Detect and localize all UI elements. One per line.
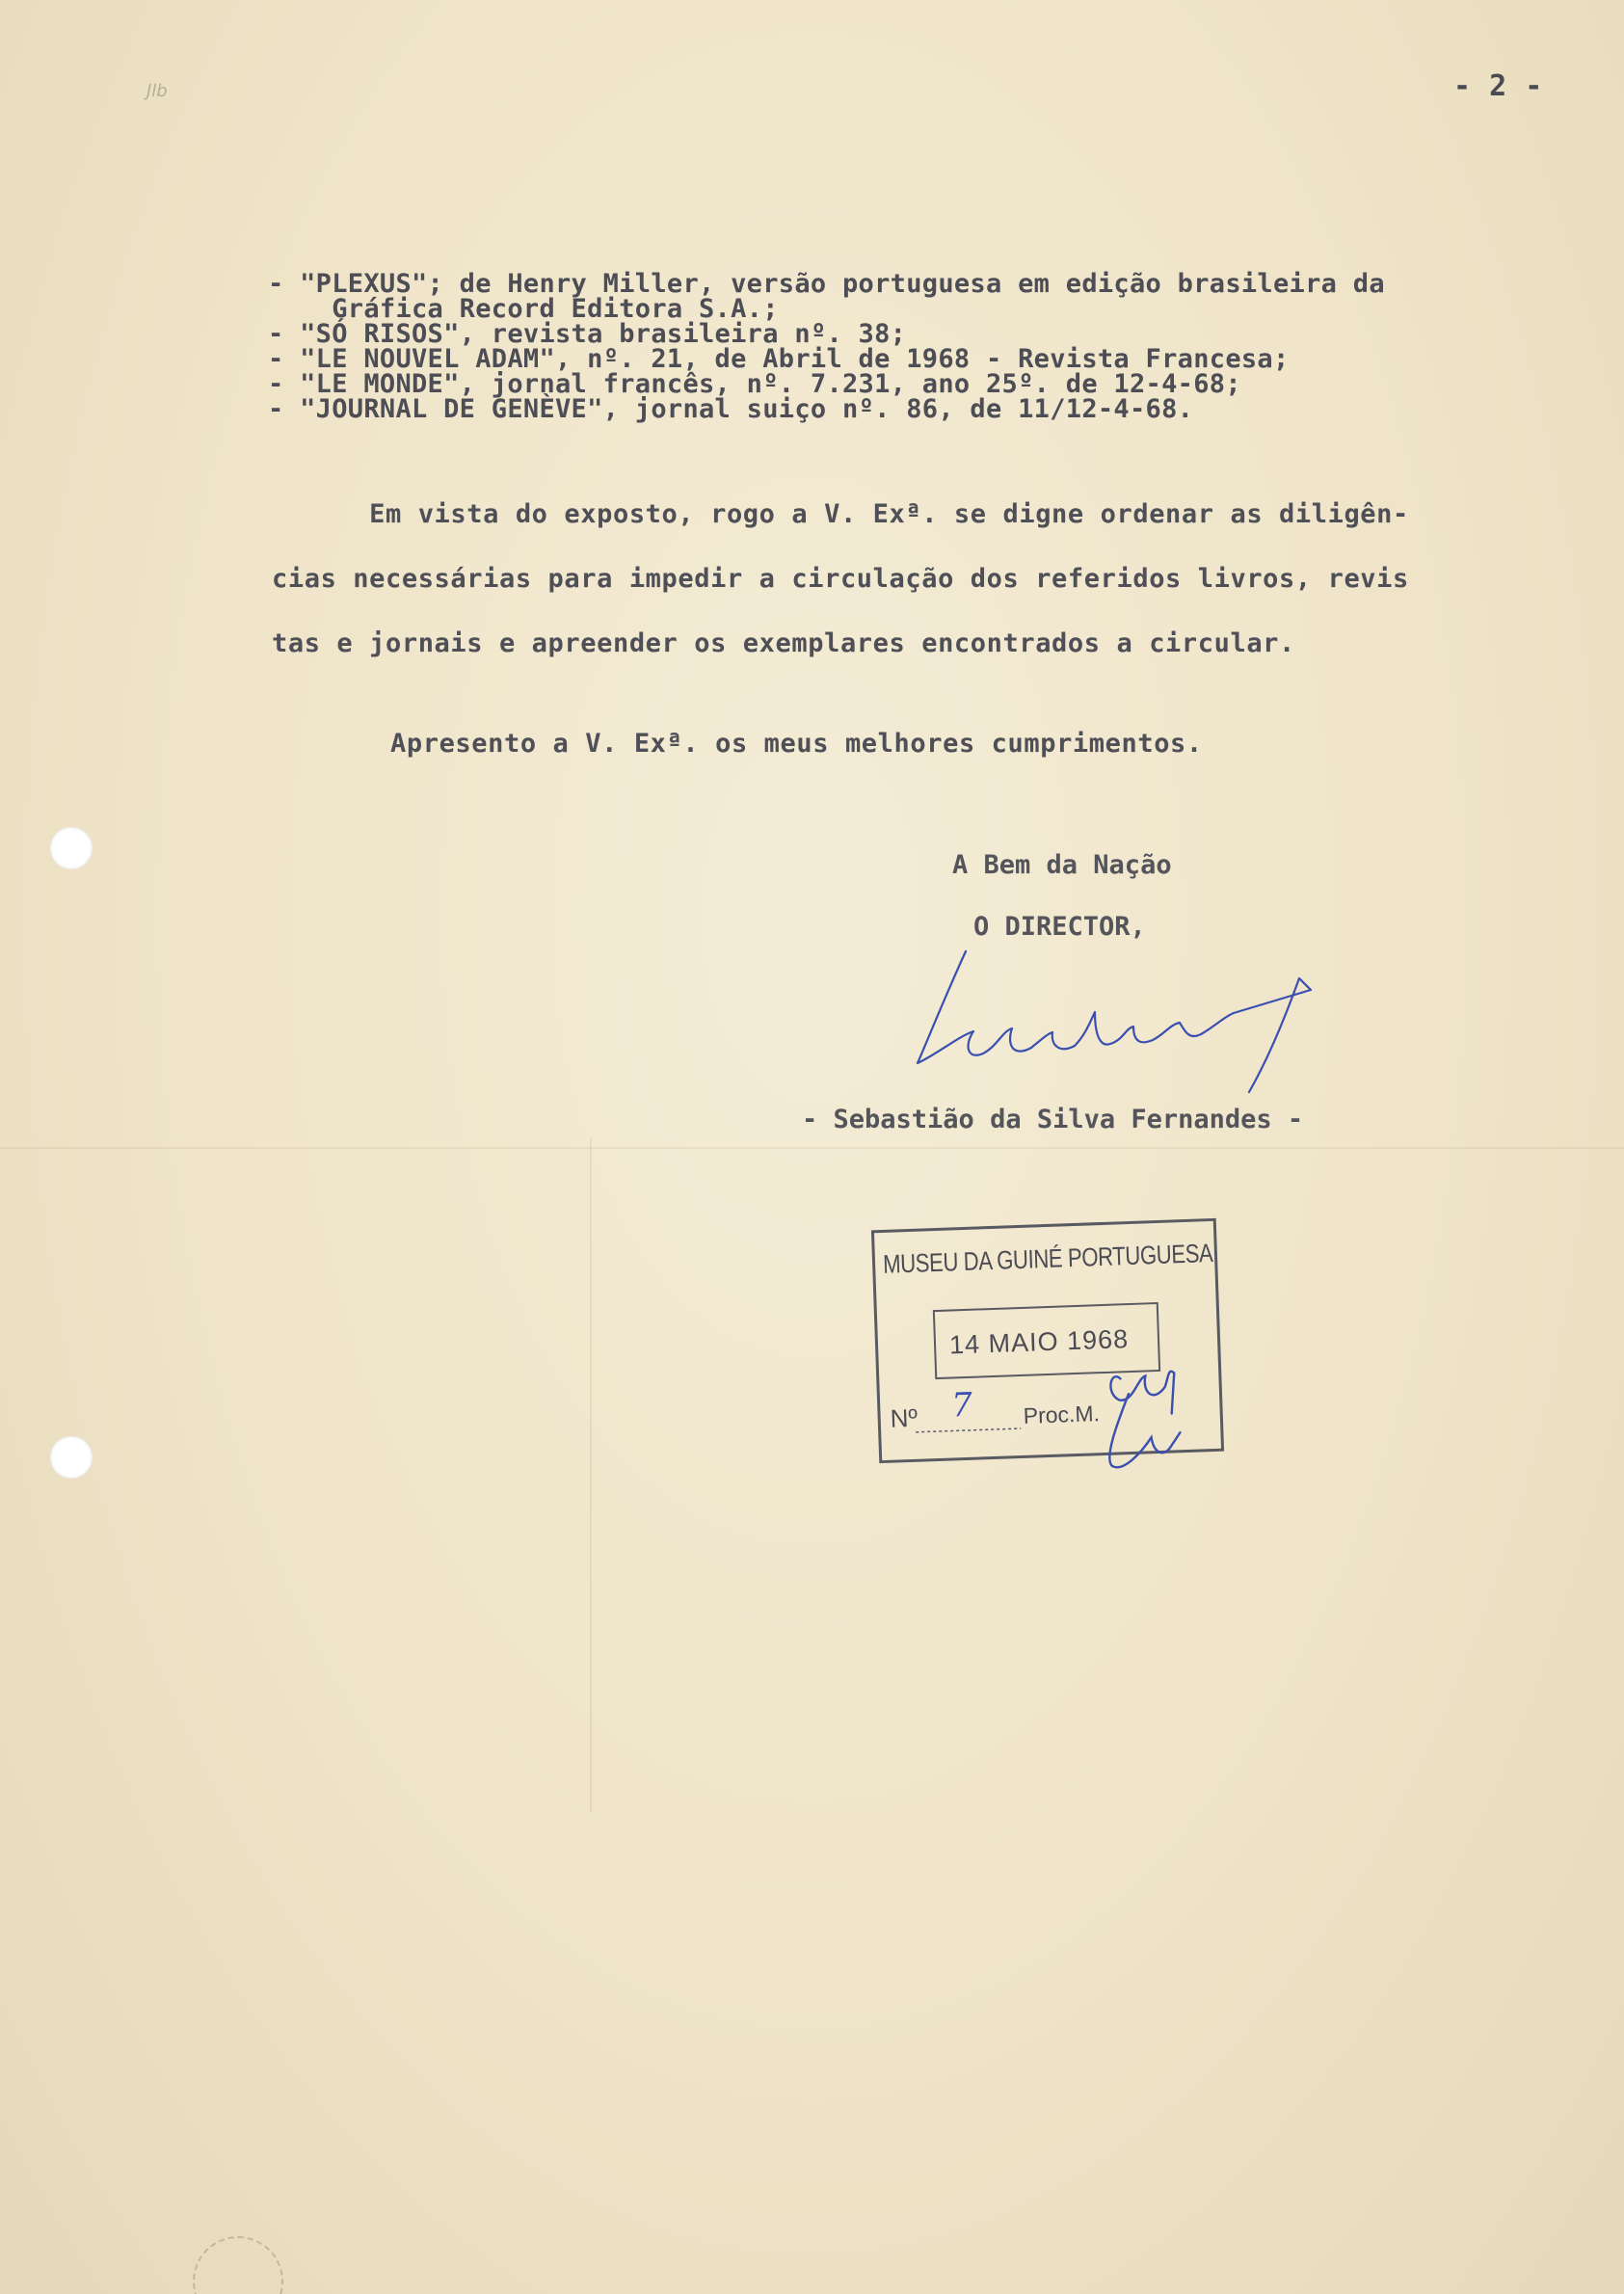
- page-number: - 2 -: [1453, 69, 1543, 103]
- stamp-number-label: Nº: [890, 1402, 918, 1433]
- museum-received-stamp: [871, 1218, 1224, 1463]
- signer-title: O DIRECTOR,: [973, 912, 1146, 942]
- list-item: - "LE NOUVEL ADAM", nº. 21, de Abril de 1968 - Revista Francesa;: [268, 344, 1290, 374]
- signer-name: - Sebastião da Silva Fernandes -: [802, 1105, 1304, 1134]
- list-item: - "PLEXUS"; de Henry Miller, versão portuguesa em edição brasileira da: [268, 269, 1385, 299]
- handwritten-signature: [906, 940, 1320, 1094]
- list-item: - "SÓ RISOS", revista brasileira nº. 38;: [268, 319, 907, 349]
- list-item: Gráfica Record Editora S.A.;: [268, 294, 779, 324]
- stamp-proc-label: Proc.M.: [1023, 1400, 1101, 1428]
- paper-fold-horizontal: [0, 1147, 1624, 1149]
- paragraph-line: Em vista do exposto, rogo a V. Exª. se digne ordenar as diligên-: [272, 499, 1409, 529]
- paragraph-line: tas e jornais e apreender os exemplares encontrados a circular.: [272, 628, 1295, 658]
- punch-hole-bottom: [50, 1436, 93, 1479]
- request-paragraph: [272, 482, 1409, 676]
- item-list: [268, 269, 1385, 424]
- paper-fold-vertical: [590, 1137, 592, 1812]
- stamp-date: 14 MAIO 1968: [948, 1324, 1130, 1360]
- paragraph-line: cias necessárias para impedir a circulação dos referidos livros, revis: [272, 564, 1409, 594]
- list-item: - "LE MONDE", jornal francês, nº. 7.231, ano 25º. de 12-4-68;: [268, 369, 1241, 399]
- stamp-handwritten-initials: [874, 1221, 1222, 1483]
- closing-formula: A Bem da Nação: [952, 850, 1172, 880]
- pencil-mark: Jlb: [146, 81, 168, 101]
- greeting-paragraph: Apresento a V. Exª. os meus melhores cumprimentos.: [390, 729, 1203, 759]
- list-item: - "JOURNAL DE GENÈVE", jornal suiço nº. 86, de 11/12-4-68.: [268, 394, 1194, 424]
- faded-stamp-trace: [193, 2236, 283, 2294]
- punch-hole-top: [50, 827, 93, 869]
- stamp-number-value: 7: [950, 1385, 973, 1426]
- stamp-institution: MUSEU DA GUINÉ PORTUGUESA: [882, 1238, 1213, 1279]
